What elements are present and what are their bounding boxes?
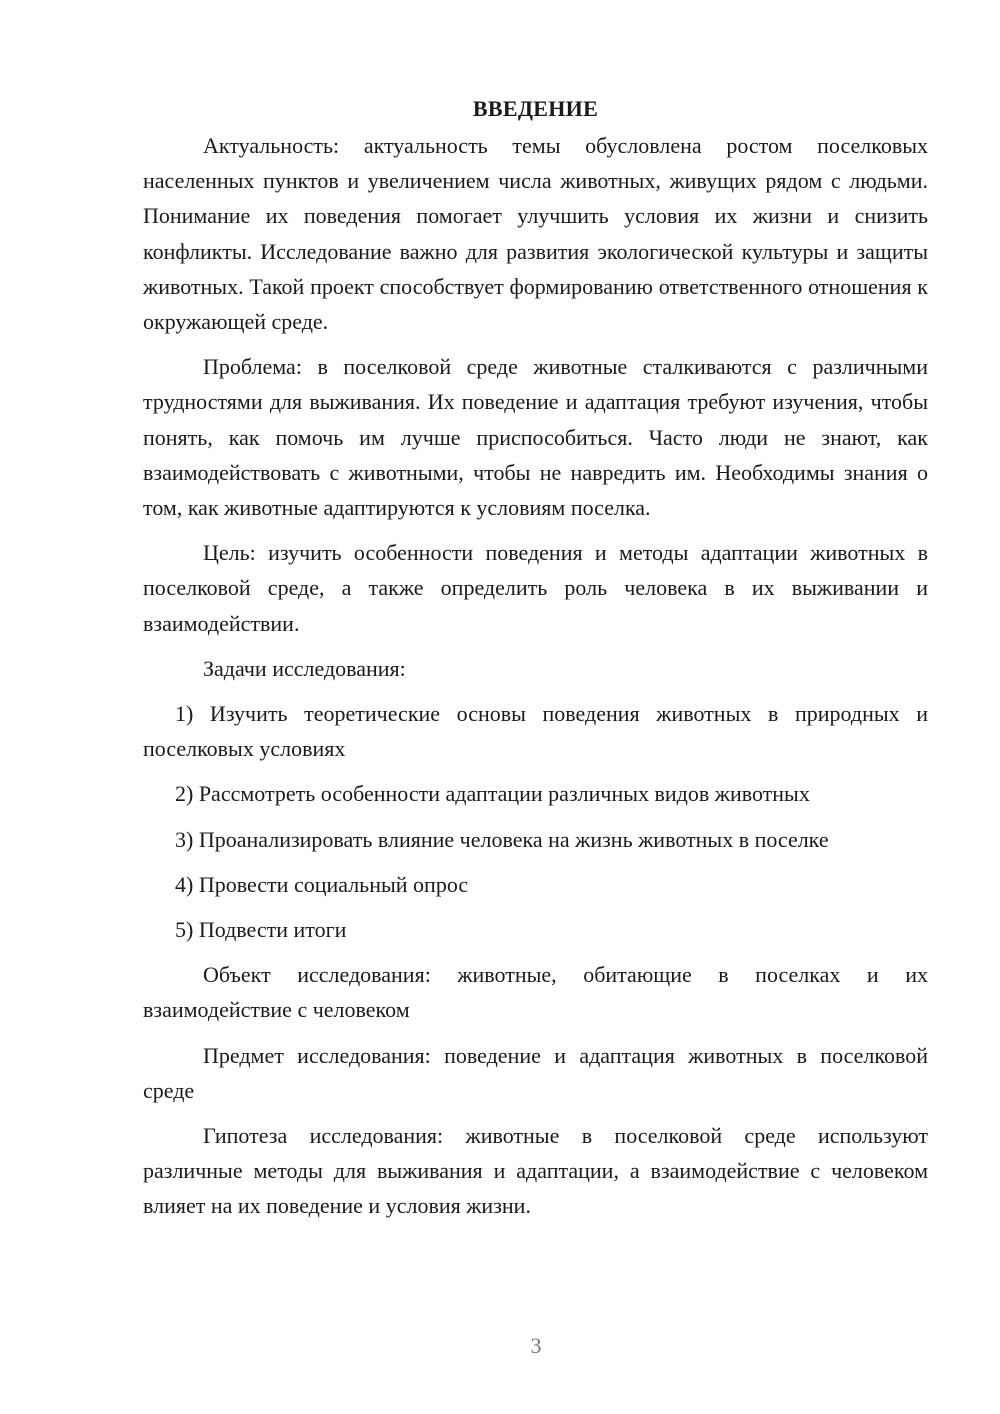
task-item: 2) Рассмотреть особенности адаптации различных видов животных bbox=[175, 781, 810, 807]
paragraph-goal: Цель: изучить особенности поведения и методы адаптации животных в поселковой среде, а также определить роль человека в их выживании и взаимодействии. bbox=[143, 540, 928, 636]
paragraph-hypothesis: Гипотеза исследования: животные в поселковой среде используют различные методы для выживания и адаптации, а взаимодействие с человеком влияет на их поведение и условия жизни. bbox=[143, 1123, 928, 1219]
tasks-heading: Задачи исследования: bbox=[203, 655, 406, 681]
task-item: 3) Проанализировать влияние человека на жизнь животных в поселке bbox=[175, 826, 829, 852]
paragraph-subject: Предмет исследования: поведение и адаптация животных в поселковой среде bbox=[143, 1042, 928, 1103]
task-item: 1) Изучить теоретические основы поведения животных в природных и поселковых условиях bbox=[143, 701, 928, 762]
tasks-list bbox=[143, 696, 928, 947]
paragraph-object: Объект исследования: животные, обитающие в поселках и их взаимодействие с человеком bbox=[143, 962, 928, 1023]
task-item: 5) Подвести итоги bbox=[175, 917, 347, 943]
page-number: 3 bbox=[530, 1333, 542, 1358]
paragraph-relevance: Актуальность: актуальность темы обусловлена ростом поселковых населенных пунктов и увеличением числа животных, живущих рядом с людьми. Понимание их поведения помогает улучшить условия их жизни и снизить конфликты. Исследование важно для развития экологической культуры и защиты животных. Такой проект способствует формированию ответственного отношения к окружающей среде. bbox=[143, 133, 928, 335]
page-title: ВВЕДЕНИЕ bbox=[472, 96, 599, 121]
paragraph-problem: Проблема: в поселковой среде животные сталкиваются с различными трудностями для выживания. Их поведение и адаптация требуют изучения, чтобы понять, как помочь им лучше приспособиться. Часто люди не знают, как взаимодействовать с животными, чтобы не навредить им. Необходимы знания о том, как животные адаптируются к условиям поселка. bbox=[143, 354, 928, 521]
document-page bbox=[143, 92, 928, 1224]
task-item: 4) Провести социальный опрос bbox=[175, 871, 469, 897]
